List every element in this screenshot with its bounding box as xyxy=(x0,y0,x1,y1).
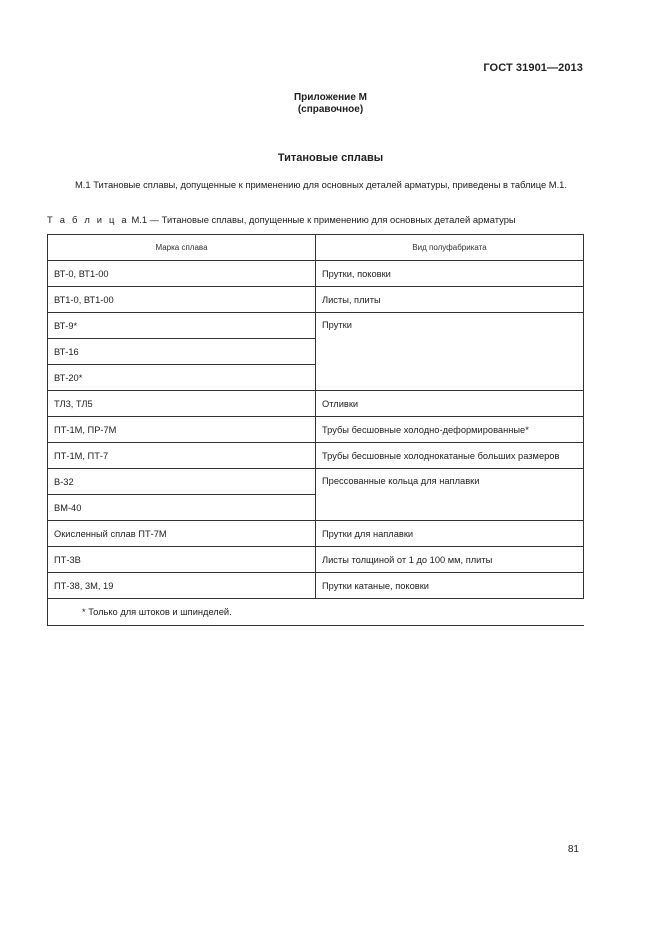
table-footnote: * Только для штоков и шпинделей. xyxy=(48,599,584,626)
header-alloy-grade: Марка сплава xyxy=(48,235,316,261)
product-cell: Трубы бесшовные холоднокатаные больших размеров xyxy=(316,443,584,469)
alloy-cell: В-32 xyxy=(48,469,316,495)
table-row xyxy=(48,287,584,313)
table-row xyxy=(48,391,584,417)
alloy-cell: ПТ-38, 3М, 19 xyxy=(48,573,316,599)
alloy-cell: ВТ-20* xyxy=(48,365,316,391)
alloy-cell: ПТ-1М, ПР-7М xyxy=(48,417,316,443)
section-title: Титановые сплавы xyxy=(277,152,384,164)
table-row xyxy=(48,313,584,339)
appendix-subtitle: (справочное) xyxy=(297,104,364,115)
alloy-cell: ТЛ3, ТЛ5 xyxy=(48,391,316,417)
table-row xyxy=(48,547,584,573)
alloys-table xyxy=(47,234,584,626)
product-cell: Листы, плиты xyxy=(316,287,584,313)
product-cell: Отливки xyxy=(316,391,584,417)
alloy-cell: ВТ-16 xyxy=(48,339,316,365)
product-cell: Прутки катаные, поковки xyxy=(316,573,584,599)
table-footnote-row xyxy=(48,599,584,626)
alloy-cell: ВТ-9* xyxy=(48,313,316,339)
alloy-cell: Окисленный сплав ПТ-7М xyxy=(48,521,316,547)
product-cell: Прутки, поковки xyxy=(316,261,584,287)
table-row xyxy=(48,573,584,599)
alloy-cell: ВТ1-0, ВТ1-00 xyxy=(48,287,316,313)
product-cell: Прутки для наплавки xyxy=(316,521,584,547)
alloy-cell: ВТ-0, ВТ1-00 xyxy=(48,261,316,287)
table-caption xyxy=(47,214,516,225)
table-row xyxy=(48,261,584,287)
table-row xyxy=(48,469,584,495)
product-cell: Прутки xyxy=(316,313,584,391)
alloy-cell: ВМ-40 xyxy=(48,495,316,521)
alloy-cell: ПТ-3В xyxy=(48,547,316,573)
alloy-cell: ПТ-1М, ПТ-7 xyxy=(48,443,316,469)
document-header: ГОСТ 31901—2013 xyxy=(483,62,583,74)
intro-paragraph: М.1 Титановые сплавы, допущенные к применению для основных деталей арматуры, приведены в таблице М.1. xyxy=(75,179,568,190)
table-caption-prefix: Т а б л и ц а xyxy=(47,214,129,225)
product-cell: Прессованные кольца для наплавки xyxy=(316,469,584,521)
table-caption-text: М.1 — Титановые сплавы, допущенные к применению для основных деталей арматуры xyxy=(128,214,516,225)
product-cell: Трубы бесшовные холодно-деформированные* xyxy=(316,417,584,443)
table-row xyxy=(48,521,584,547)
table-header-row xyxy=(48,235,584,261)
header-semi-product: Вид полуфабриката xyxy=(316,235,584,261)
product-cell: Листы толщиной от 1 до 100 мм, плиты xyxy=(316,547,584,573)
appendix-title: Приложение М xyxy=(293,92,368,103)
table-row xyxy=(48,417,584,443)
page-number: 81 xyxy=(567,844,579,855)
table-row xyxy=(48,443,584,469)
